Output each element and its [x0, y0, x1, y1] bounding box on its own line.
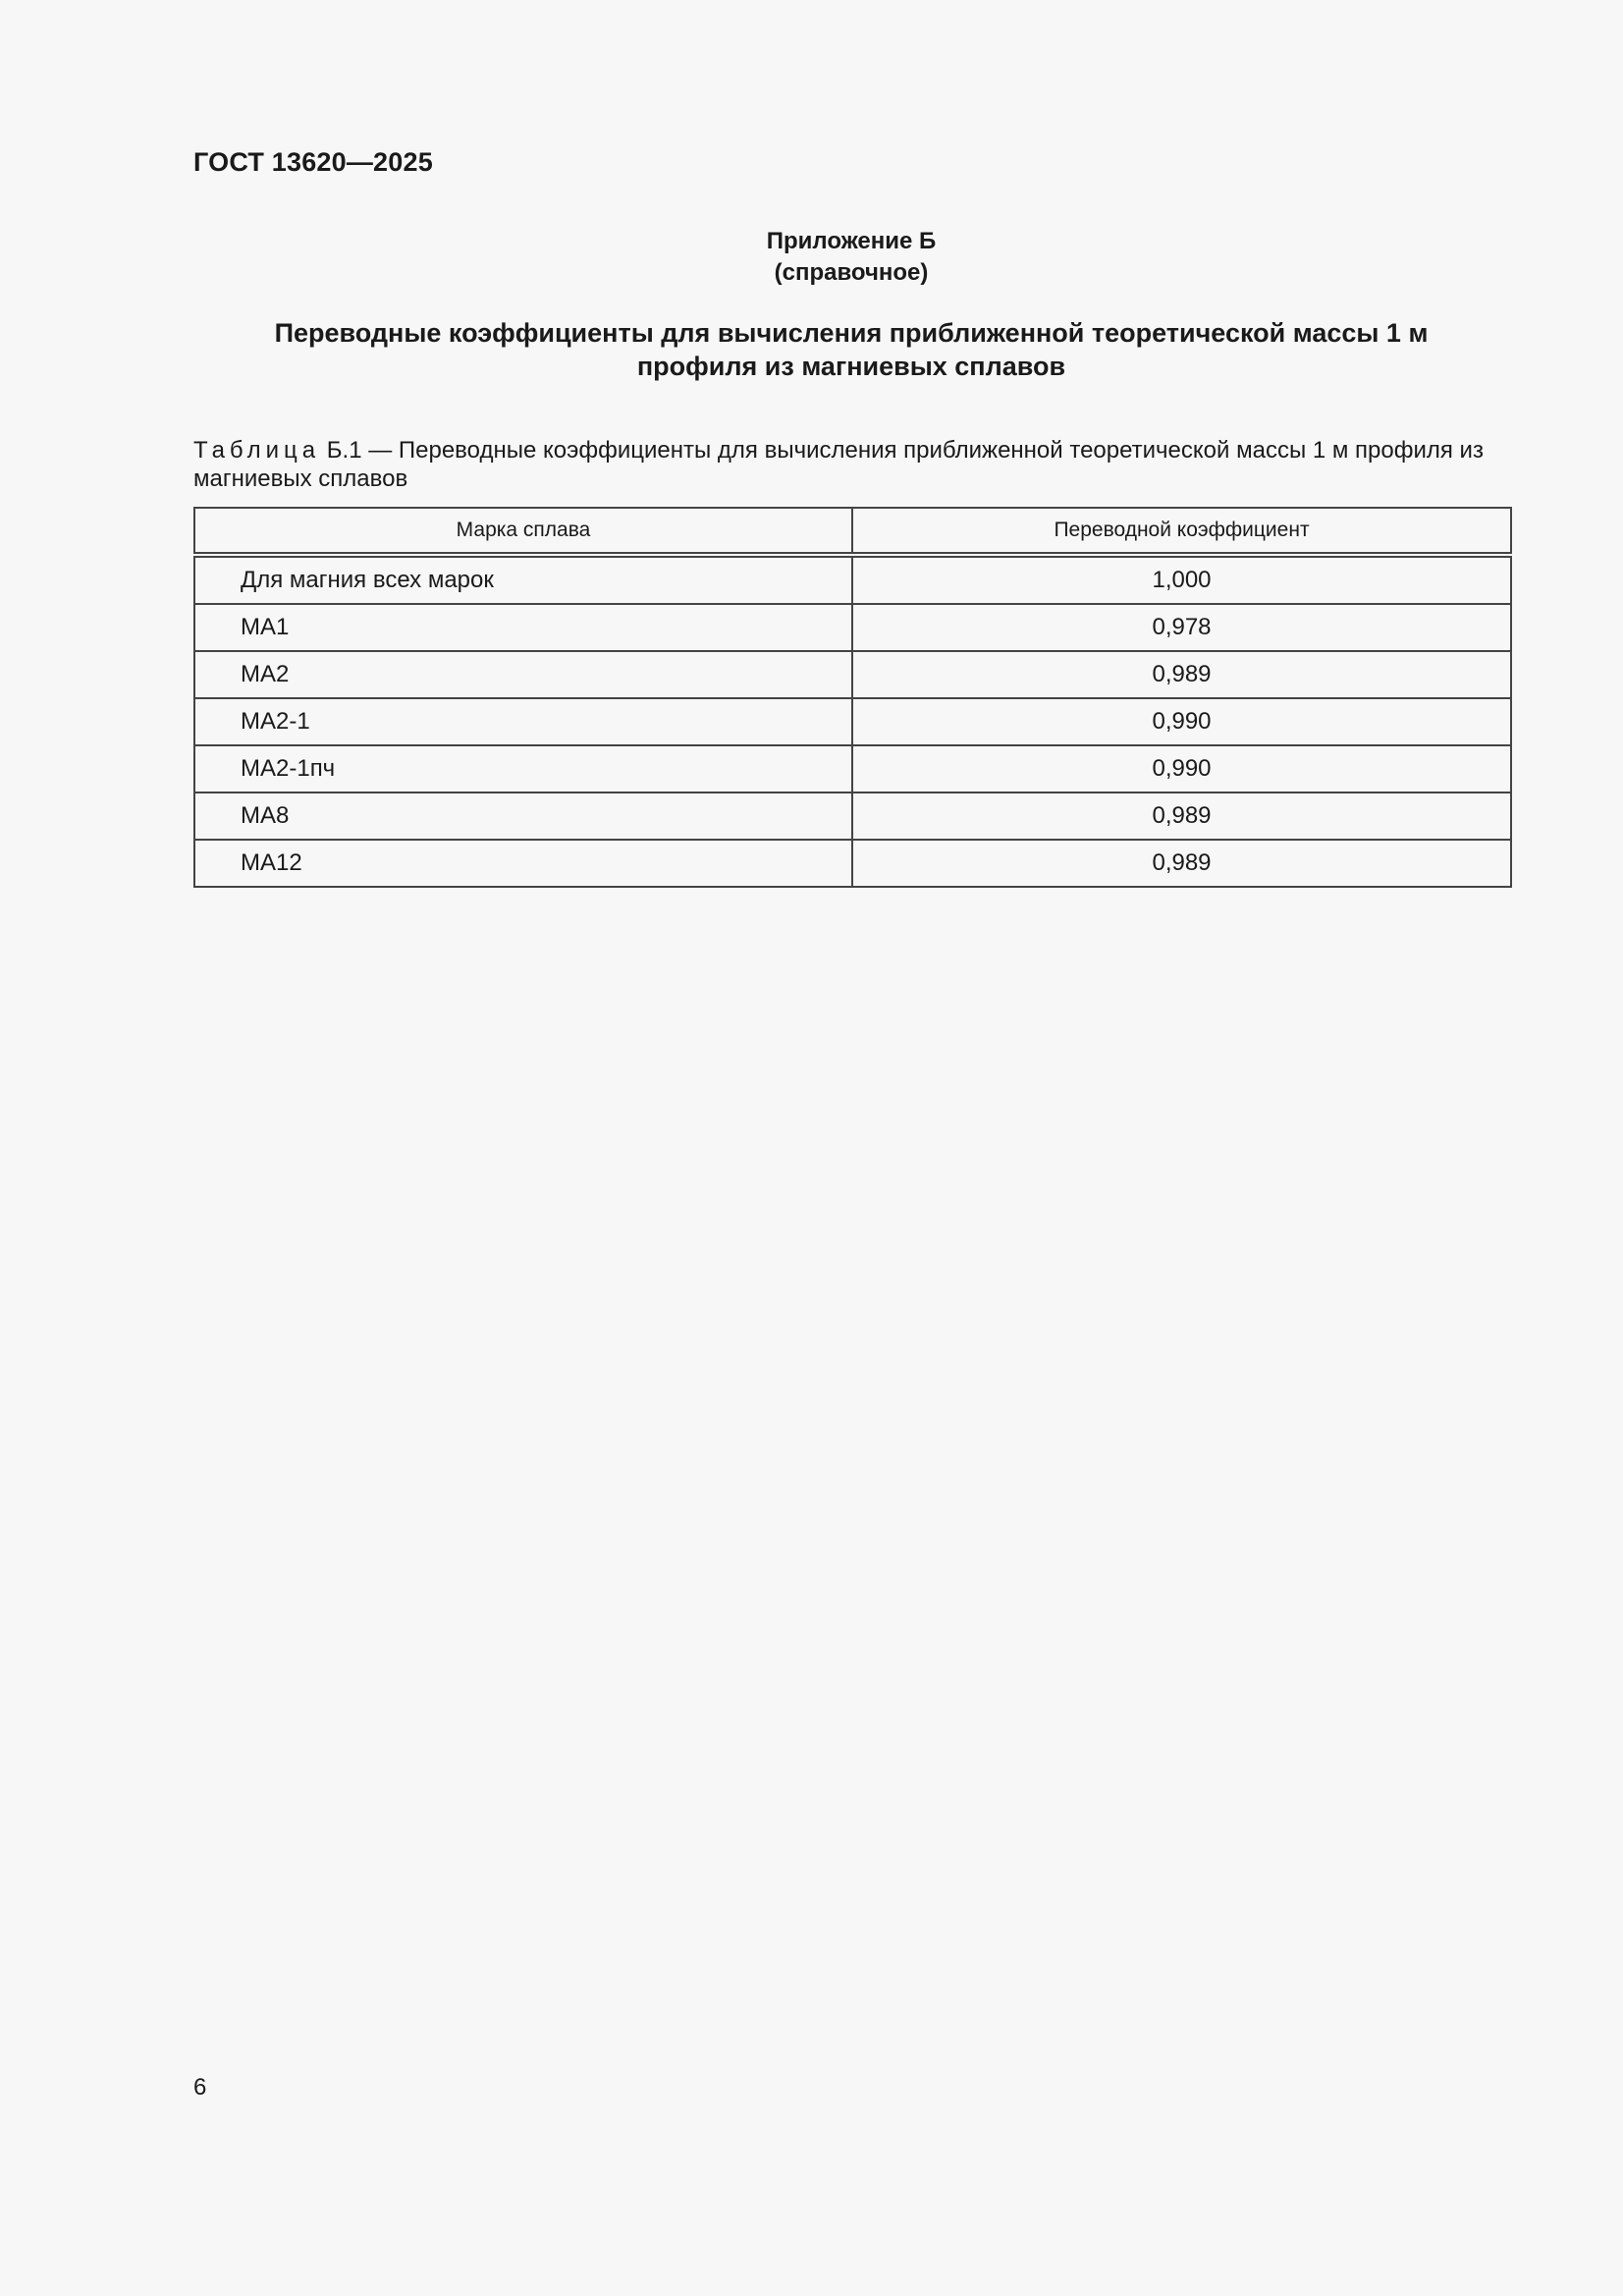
table-caption-word: Таблица: [193, 437, 321, 464]
header-alloy-grade: Марка сплава: [194, 508, 852, 555]
alloy-cell: МА8: [194, 793, 852, 840]
coefficient-cell: 0,978: [852, 604, 1511, 651]
alloy-cell: Для магния всех марок: [194, 555, 852, 604]
coefficient-cell: 0,989: [852, 793, 1511, 840]
table-row: [194, 651, 1511, 698]
coefficient-table: [193, 507, 1512, 888]
table-row: [194, 745, 1511, 793]
coefficient-cell: 1,000: [852, 555, 1511, 604]
appendix-title: [193, 316, 1509, 383]
alloy-cell: МА12: [194, 840, 852, 887]
appendix-title-line1: Переводные коэффициенты для вычисления приближенной теоретической массы 1 м: [274, 318, 1429, 348]
alloy-cell: МА2: [194, 651, 852, 698]
alloy-cell: МА2-1: [194, 698, 852, 745]
appendix-label: Приложение Б: [766, 228, 937, 254]
coefficient-cell: 0,990: [852, 698, 1511, 745]
table-caption: [193, 436, 1514, 493]
table-row: [194, 840, 1511, 887]
appendix-kind: (справочное): [774, 259, 929, 286]
appendix-title-line2: профиля из магниевых сплавов: [636, 352, 1066, 381]
table-header-row: [194, 508, 1511, 555]
appendix-heading: [193, 226, 1509, 289]
coefficient-cell: 0,989: [852, 651, 1511, 698]
table-caption-text: Б.1 — Переводные коэффициенты для вычисления приближенной теоретической массы 1 м профиля из магниевых сплавов: [193, 437, 1484, 492]
alloy-cell: МА2-1пч: [194, 745, 852, 793]
alloy-cell: МА1: [194, 604, 852, 651]
coefficient-cell: 0,989: [852, 840, 1511, 887]
table-row: [194, 698, 1511, 745]
document-code: ГОСТ 13620—2025: [193, 147, 433, 177]
header-conversion-coefficient: Переводной коэффициент: [852, 508, 1511, 555]
table-row: [194, 555, 1511, 604]
table-row: [194, 793, 1511, 840]
coefficient-table-container: [193, 507, 1510, 888]
page-number: 6: [193, 2074, 207, 2101]
coefficient-cell: 0,990: [852, 745, 1511, 793]
table-row: [194, 604, 1511, 651]
